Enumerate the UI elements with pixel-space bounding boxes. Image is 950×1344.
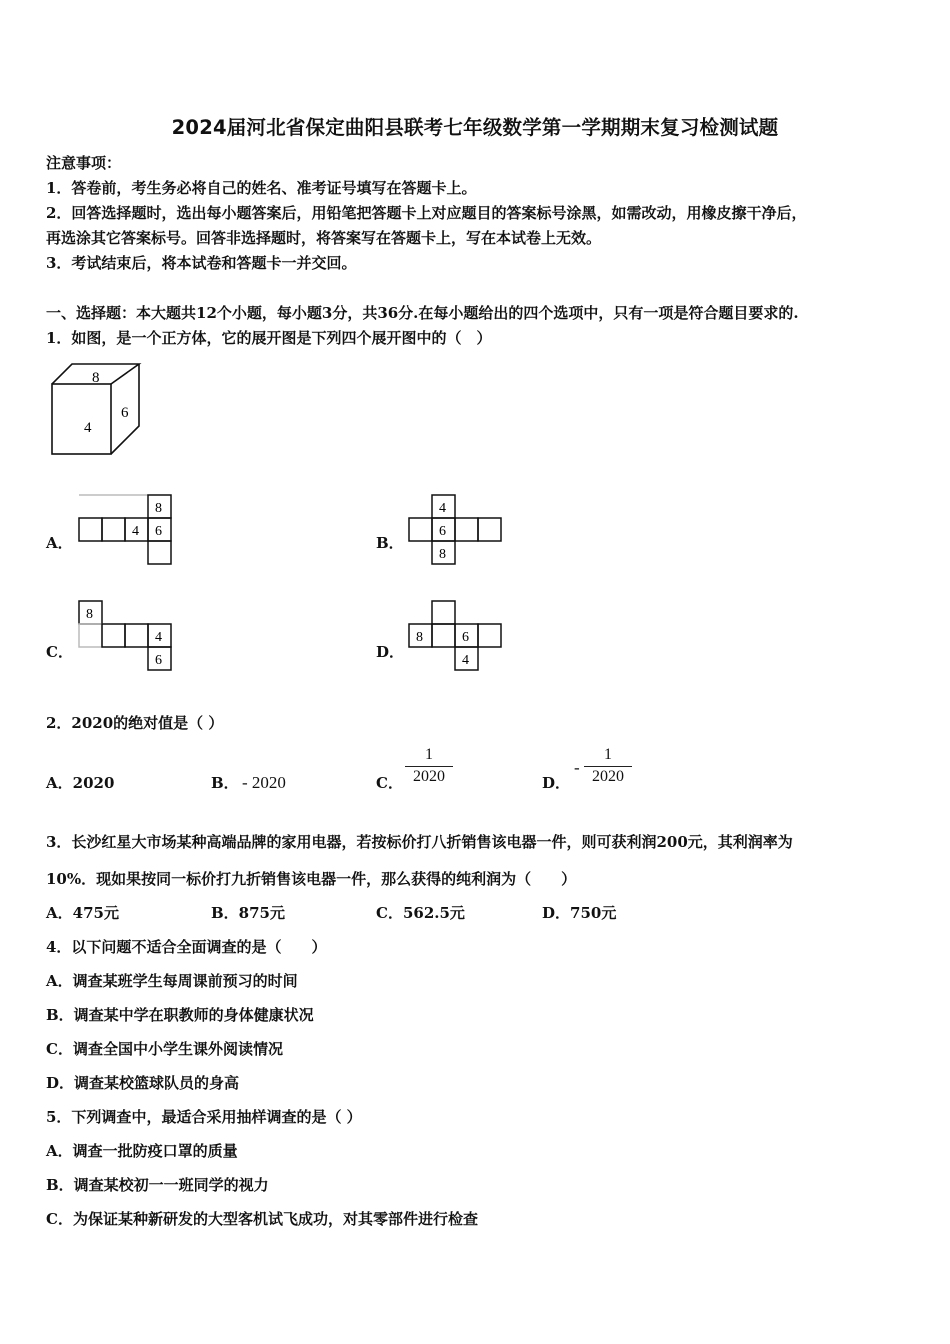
q1-stem: 1．如图，是一个正方体，它的展开图是下列四个展开图中的（ ） <box>46 329 492 347</box>
q4-option-b[interactable]: B．调查某中学在职教师的身体健康状况 <box>46 1006 314 1024</box>
net-c-face-top: 8 <box>86 607 93 622</box>
q2-c-numerator: 1 <box>425 746 433 763</box>
q5-stem: 5．下列调查中，最适合采用抽样调查的是（ ） <box>46 1108 362 1126</box>
q3-line-2: 10%．现如果按同一标价打九折销售该电器一件，那么获得的纯利润为（ ） <box>46 870 577 888</box>
q5-option-a[interactable]: A．调查一批防疫口罩的质量 <box>46 1142 238 1160</box>
q3-option-a[interactable]: A．475元 <box>46 904 119 922</box>
q1-option-c-net[interactable] <box>76 598 178 672</box>
q3-option-c[interactable]: C．562.5元 <box>376 904 465 922</box>
net-c-face-bottom: 6 <box>155 653 162 668</box>
notice-item-2: 2．回答选择题时，选出每小题答案后，用铅笔把答题卡上对应题目的答案标号涂黑，如需改动，用橡皮擦干净后， <box>46 204 807 222</box>
q4-option-d[interactable]: D．调查某校篮球队员的身高 <box>46 1074 240 1092</box>
net-b-face-top: 4 <box>439 501 446 516</box>
q4-option-c[interactable]: C．调查全国中小学生课外阅读情况 <box>46 1040 283 1058</box>
q2-option-b-label[interactable]: B． <box>211 774 239 792</box>
notice-heading: 注意事项： <box>46 154 122 172</box>
q2-option-c-label[interactable]: C． <box>376 774 403 792</box>
q1-option-a-net[interactable] <box>76 492 178 566</box>
q1-option-c-label[interactable]: C． <box>46 643 73 661</box>
q4-option-a[interactable]: A．调查某班学生每周课前预习的时间 <box>46 972 298 990</box>
q1-option-a-label[interactable]: A． <box>46 534 73 552</box>
q1-option-d-label[interactable]: D． <box>376 643 405 661</box>
q4-stem: 4．以下问题不适合全面调查的是（ ） <box>46 938 327 956</box>
q3-line-1: 3．长沙红星大市场某种高端品牌的家用电器，若按标价打八折销售该电器一件，则可获利润200元，其利润率为 <box>46 833 793 851</box>
net-c-face-right: 4 <box>155 630 162 645</box>
page-title: 2024届河北省保定曲阳县联考七年级数学第一学期期末复习检测试题 <box>171 116 779 139</box>
q3-option-b[interactable]: B．875元 <box>211 904 285 922</box>
q2-stem: 2．2020的绝对值是（ ） <box>46 714 224 732</box>
net-d-face-left: 8 <box>416 630 423 645</box>
q2-option-c-fraction <box>405 746 453 787</box>
q2-option-d-fraction <box>584 746 632 787</box>
q2-d-numerator: 1 <box>604 746 612 763</box>
q2-option-a-label: A． <box>46 774 73 792</box>
q1-option-b-net[interactable] <box>406 492 508 566</box>
net-a-face-top: 8 <box>155 501 162 516</box>
section-heading: 一、选择题：本大题共12个小题，每小题3分，共36分.在每小题给出的四个选项中，只有一项是符合题目要求的. <box>46 304 799 322</box>
q5-option-b[interactable]: B．调查某校初一一班同学的视力 <box>46 1176 269 1194</box>
q2-d-sign: - <box>574 758 580 777</box>
q5-option-c[interactable]: C．为保证某种新研发的大型客机试飞成功，对其零部件进行检查 <box>46 1210 478 1228</box>
q2-option-b-value: - 2020 <box>242 773 286 792</box>
net-b-face-bottom: 8 <box>439 547 446 562</box>
net-a-face-left: 4 <box>132 524 139 539</box>
net-b-face-mid: 6 <box>439 524 446 539</box>
net-d-face-mid: 6 <box>462 630 469 645</box>
q2-d-denominator: 2020 <box>592 768 624 785</box>
cube-top-label: 8 <box>92 370 100 386</box>
cube-side-label: 6 <box>121 405 129 421</box>
notice-item-1: 1．答卷前，考生务必将自己的姓名、准考证号填写在答题卡上。 <box>46 179 477 197</box>
q2-option-a[interactable] <box>46 772 114 793</box>
net-d-face-bottom: 4 <box>462 653 469 668</box>
net-a-face-mid: 6 <box>155 524 162 539</box>
notice-item-2-cont: 再选涂其它答案标号。回答非选择题时，将答案写在答题卡上，写在本试卷上无效。 <box>46 229 602 247</box>
q2-option-d-label[interactable]: D． <box>542 774 571 792</box>
cube-front-label: 4 <box>84 420 92 436</box>
cube-figure <box>48 360 144 460</box>
q2-option-a-value: 2020 <box>72 774 115 792</box>
q1-option-d-net[interactable] <box>406 598 508 672</box>
q3-option-d[interactable]: D．750元 <box>542 904 617 922</box>
notice-item-3: 3．考试结束后，将本试卷和答题卡一并交回。 <box>46 254 357 272</box>
q2-c-denominator: 2020 <box>413 768 445 785</box>
q1-option-b-label[interactable]: B． <box>376 534 404 552</box>
